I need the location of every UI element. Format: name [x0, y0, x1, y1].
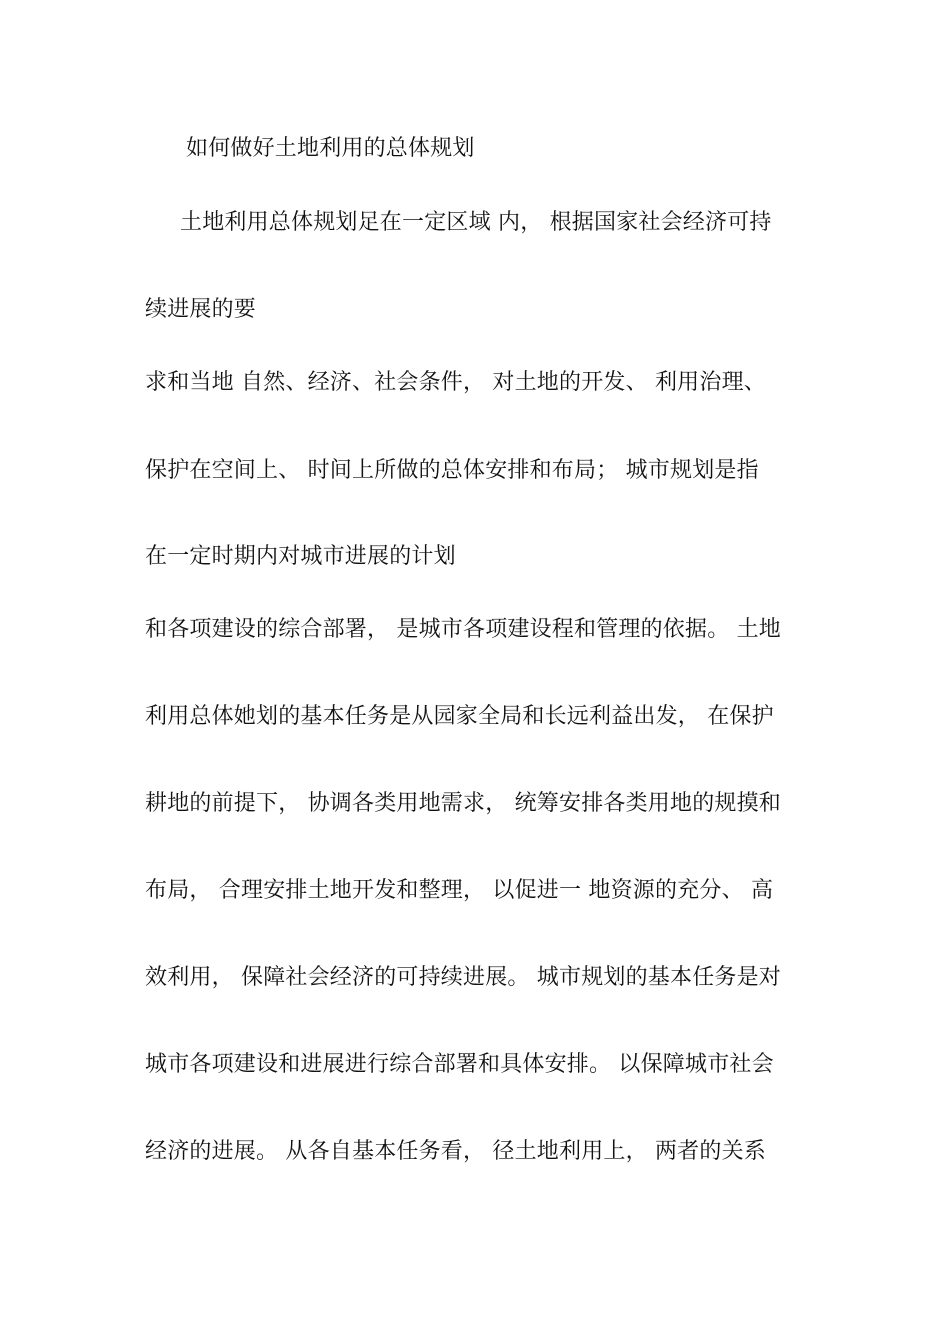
paragraph-line: 经济的进展。 从各自基本任务看， 径土地利用上， 两者的关系	[145, 1139, 766, 1164]
paragraph-line: 土地利用总体规划足在一定区域 内， 根据国家社会经济可持	[180, 210, 772, 235]
paragraph-line: 城市各项建设和进展进行综合部署和具体安排。 以保障城市社会	[145, 1052, 774, 1077]
document-title: 如何做好土地利用的总体规划	[186, 136, 475, 161]
paragraph-line: 耕地的前提下， 协调各类用地需求， 统筹安排各类用地的规摸和	[145, 791, 781, 816]
paragraph-line: 在一定时期内对城市进展的计划	[145, 544, 456, 569]
paragraph-line: 布局， 合理安排土地开发和整理， 以促进一 地资源的充分、 高	[145, 878, 774, 903]
paragraph-line: 保护在空间上、 时间上所做的总体安排和布局； 城市规划是指	[145, 458, 759, 483]
paragraph-line: 利用总体她划的基本任务是从园家全局和长远利益出发， 在保护	[145, 704, 774, 729]
paragraph-line: 和各项建设的综合部署， 是城市各项建设程和管理的依据。 土地	[145, 617, 781, 642]
paragraph-line: 求和当地 自然、经济、社会条件， 对土地的开发、 利用治理、	[145, 370, 766, 395]
paragraph-line: 续进展的要	[145, 297, 257, 322]
paragraph-line: 效利用， 保障社会经济的可持续进展。 城市规划的基本任务是对	[145, 965, 781, 990]
